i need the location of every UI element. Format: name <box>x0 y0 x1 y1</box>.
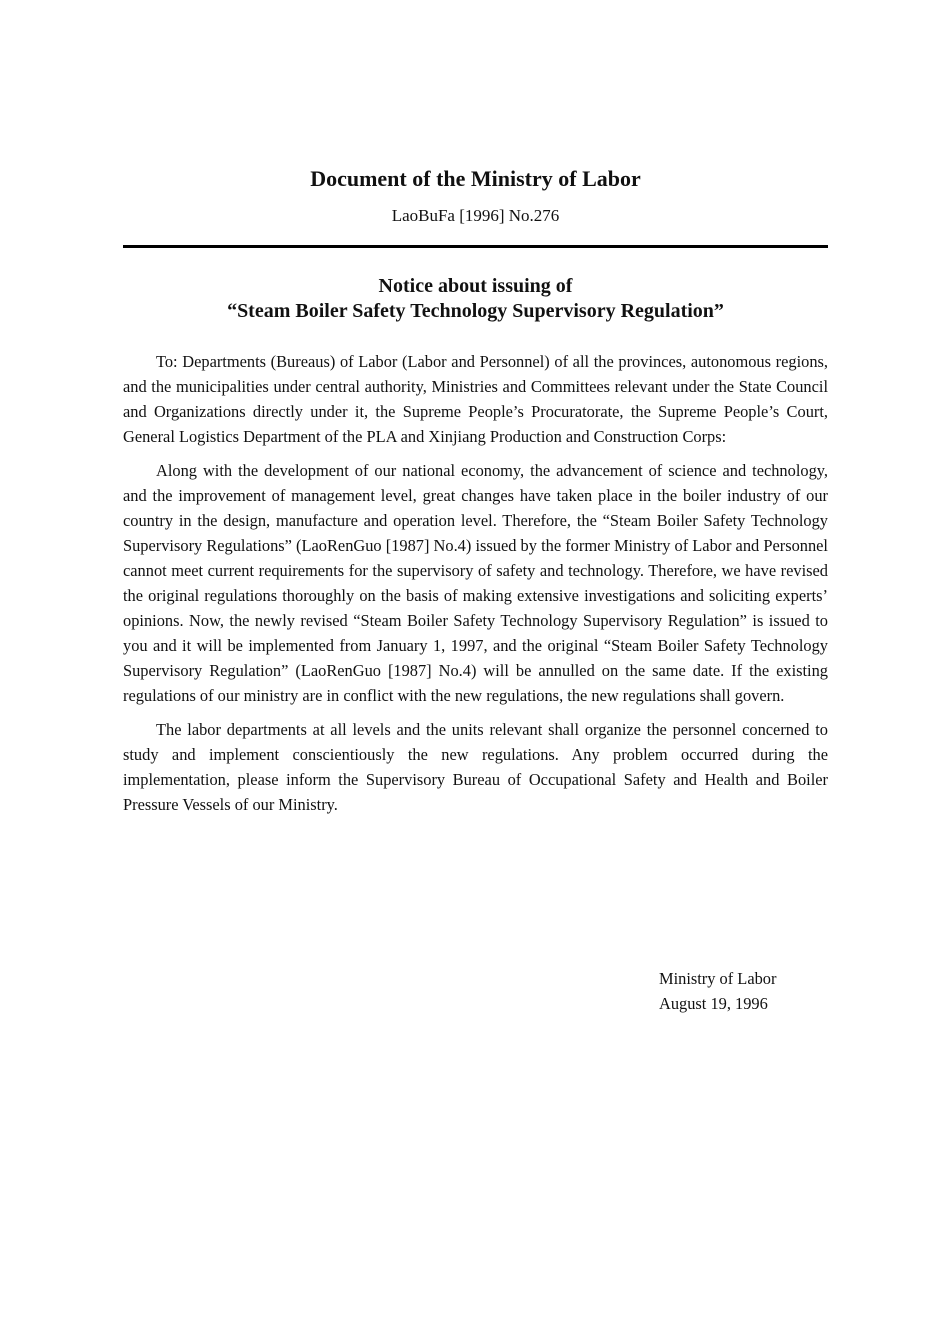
notice-title-line-1: Notice about issuing of <box>378 275 573 297</box>
header-divider <box>123 245 828 248</box>
body-paragraph-addressees: To: Departments (Bureaus) of Labor (Labor and Personnel) of all the provinces, autonomous regions, and the municipalities under central authority, Ministries and Committees relevant under the State Council and Organizations directly under it, the Supreme People’s Procuratorate, the Supreme People’s Court, General Logistics Department of the PLA and Xinjiang Production and Construction Corps: <box>123 352 828 446</box>
body-paragraph-background: Along with the development of our national economy, the advancement of science and technology, and the improvement of management level, great changes have taken place in the boiler industry of our country in the design, manufacture and operation level. Therefore, the “Steam Boiler Safety Technology Supervisory Regulations” (LaoRenGuo [1987] No.4) issued by the former Ministry of Labor and Personnel cannot meet current requirements for the supervisory of safety and technology. Therefore, we have revised the original regulations thoroughly on the basis of making extensive investigations and soliciting experts’ opinions. Now, the newly revised “Steam Boiler Safety Technology Supervisory Regulation” is issued to you and it will be implemented from January 1, 1997, and the original “Steam Boiler Safety Technology Supervisory Regulation” (LaoRenGuo [1987] No.4) will be annulled on the same date. If the existing regulations of our ministry are in conflict with the new regulations, the new regulations shall govern. <box>123 461 828 705</box>
signature-block <box>659 966 776 1016</box>
notice-title-line-2: “Steam Boiler Safety Technology Supervisory Regulation” <box>227 300 724 322</box>
notice-body <box>123 349 828 826</box>
body-paragraph-instructions: The labor departments at all levels and the units relevant shall organize the personnel concerned to study and implement conscientiously the new regulations. Any problem occurred during the implementation, please inform the Supervisory Bureau of Occupational Safety and Health and Boiler Pressure Vessels of our Ministry. <box>123 720 828 814</box>
document-header-title: Document of the Ministry of Labor <box>310 166 641 191</box>
signature-issuer: Ministry of Labor <box>659 969 777 988</box>
document-number: LaoBuFa [1996] No.276 <box>391 206 560 225</box>
signature-date: August 19, 1996 <box>659 994 768 1013</box>
notice-title <box>123 274 828 324</box>
